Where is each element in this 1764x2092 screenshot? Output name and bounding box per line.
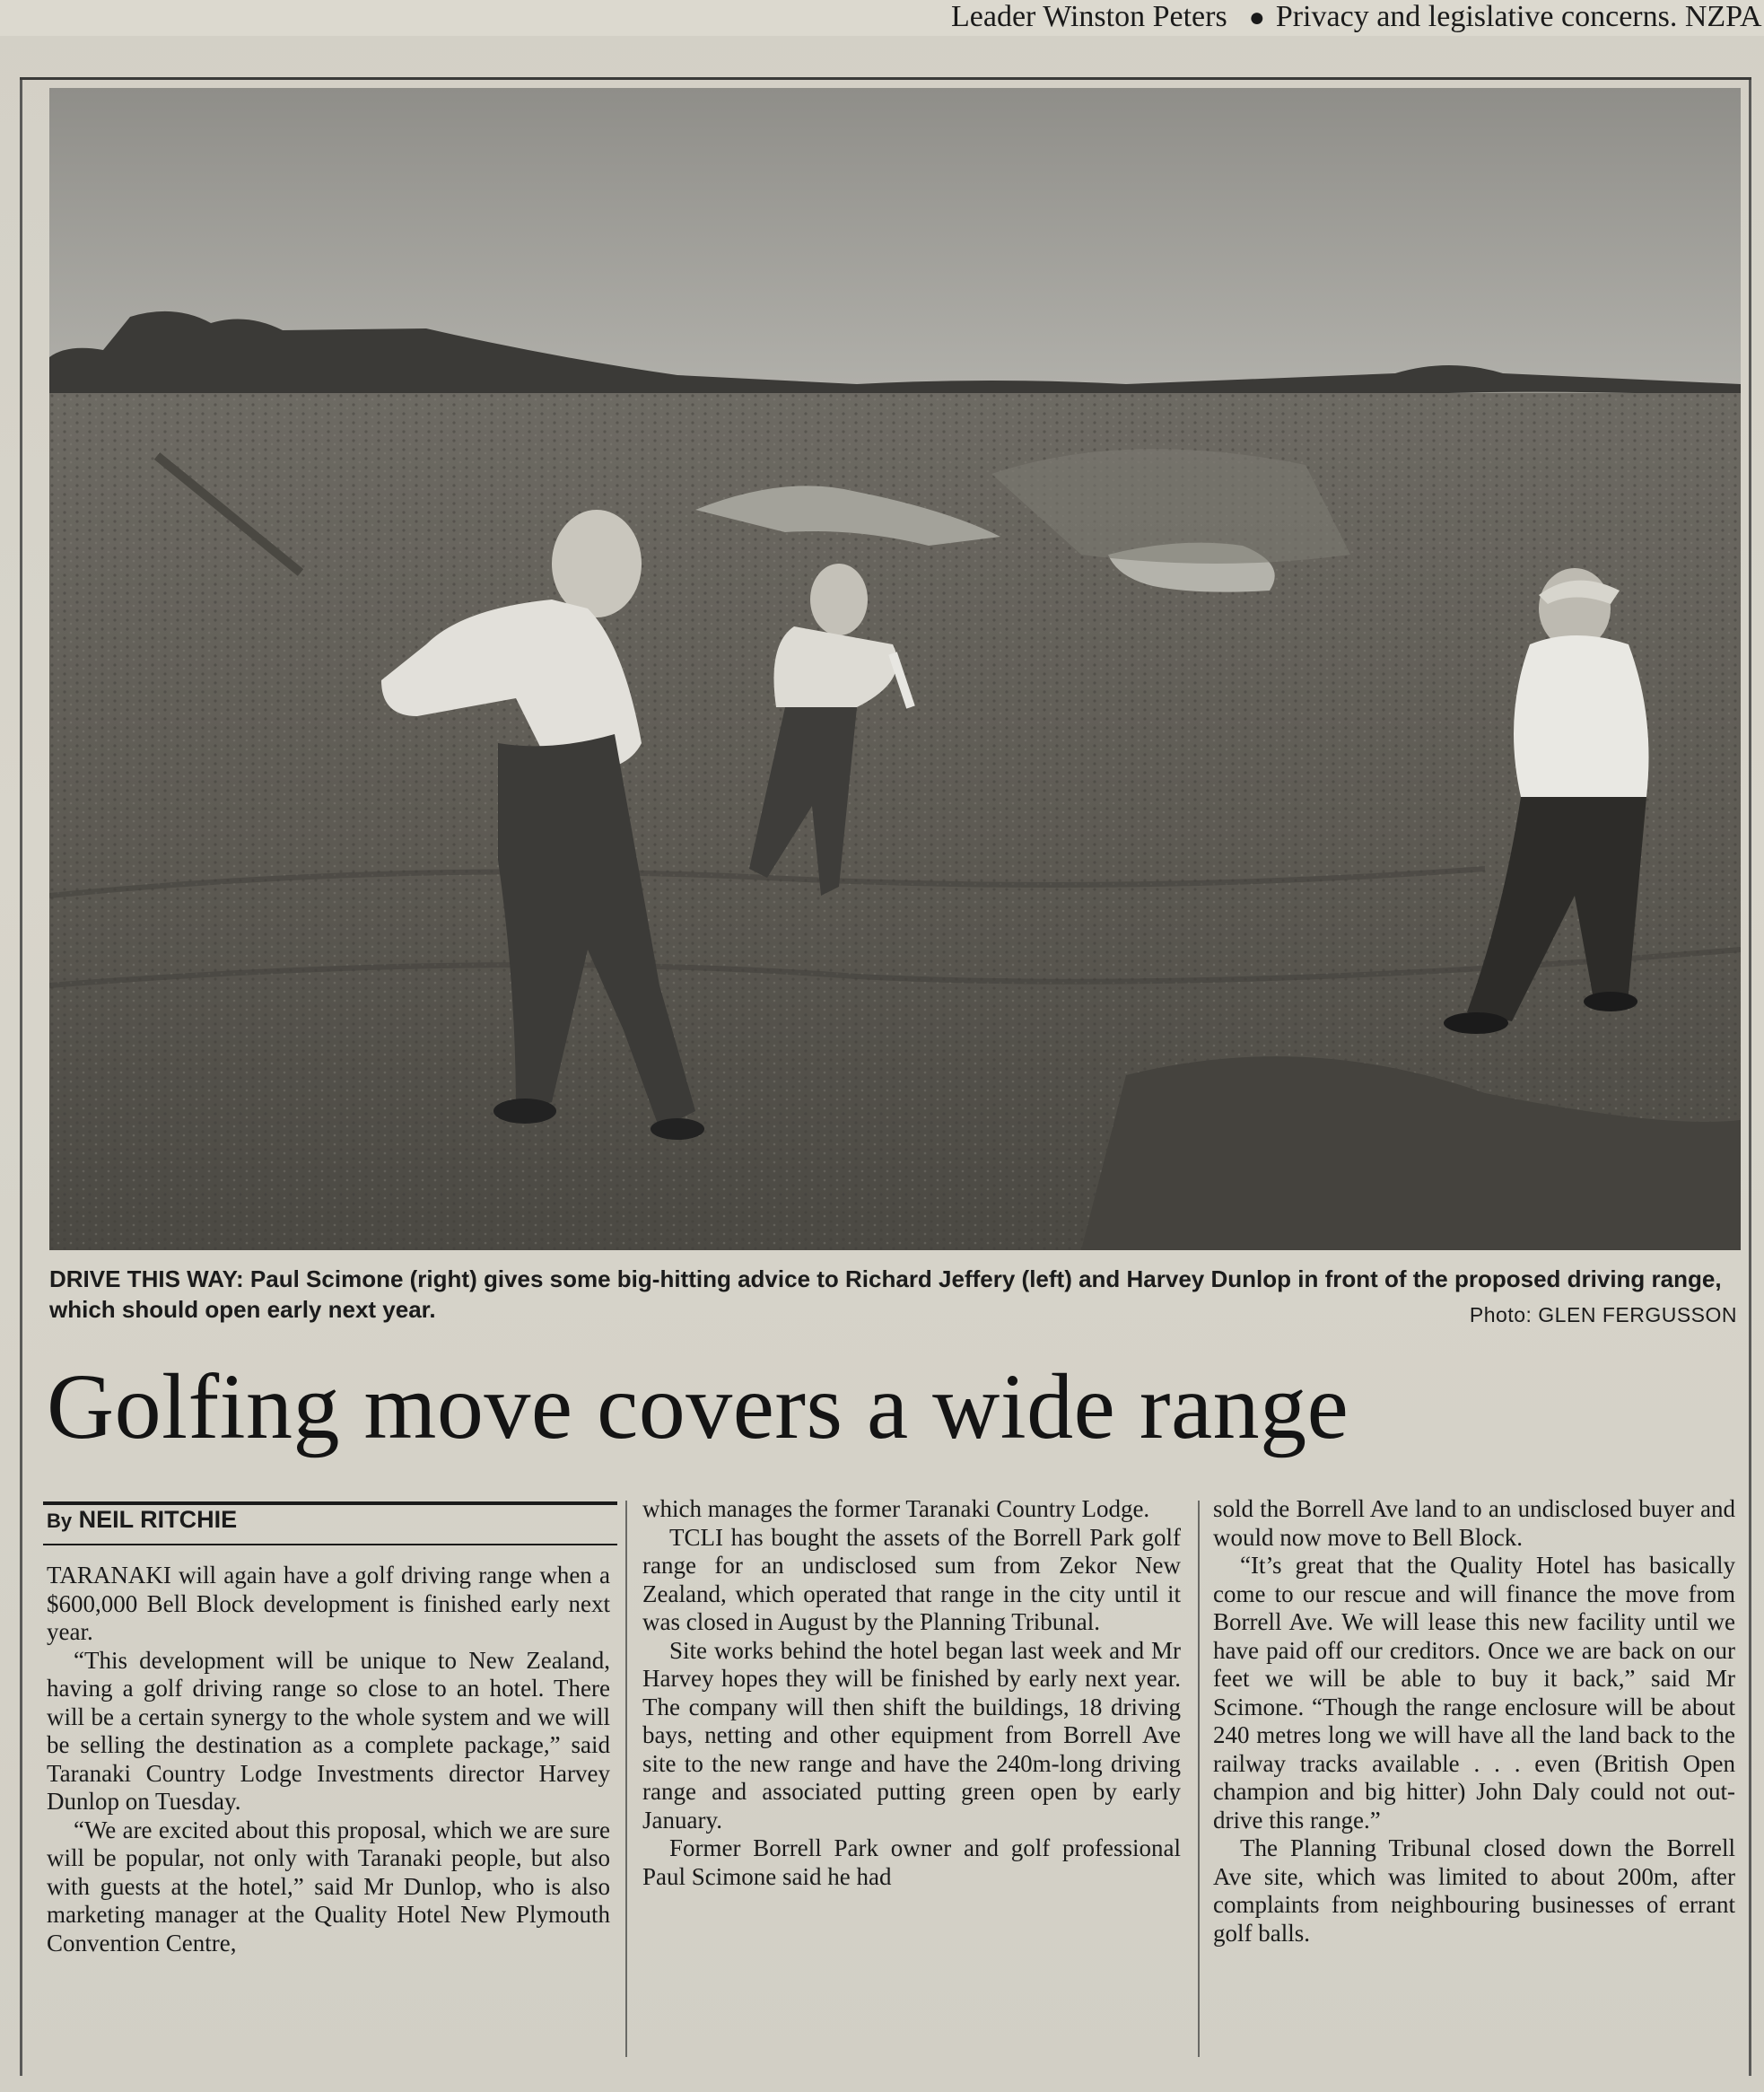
headline: Golfing move covers a wide range — [47, 1355, 1349, 1458]
caption-lead: DRIVE THIS WAY: — [49, 1265, 244, 1292]
column-divider-1 — [625, 1501, 627, 2057]
photo-image-icon — [49, 88, 1741, 1250]
previous-article-right-fragment: Privacy and legislative concerns. NZPA — [1275, 0, 1762, 33]
caption-text: Paul Scimone (right) gives some big-hitting advice to Richard Jeffery (left) and Harvey Dunlop in front of the proposed driving range, which should open early next year. — [49, 1265, 1722, 1323]
byline — [47, 1506, 237, 1534]
byline-by: By — [47, 1510, 73, 1532]
paragraph: Site works behind the hotel began last week and Mr Harvey hopes they will be finished by early next year. The company will then shift the buildings, 18 driving bays, netting and other equipment from Borrell Ave site to the new range and have the 240m-long driving range and associated putting green open by early January. — [642, 1636, 1181, 1834]
column-divider-2 — [1198, 1501, 1200, 2057]
byline-bottom-rule — [43, 1544, 617, 1545]
paragraph: “It’s great that the Quality Hotel has basically come to our rescue and will finance the move from Borrell Ave. We will lease this new facility until we have paid off our creditors. Once we are back on our feet we will be able to buy it back,” said Mr Scimone. “Though the range enclosure will be about 240 metres long we will have all the land back to the railway tracks available . . . even (British Open champion and big hitter) John Daly could not out-drive this range.” — [1213, 1552, 1735, 1834]
paragraph: “We are excited about this proposal, which we are sure will be popular, not only with Taranaki people, but also with guests at the hotel,” said Mr Dunlop, who is also marketing manager at the Quality Hotel New Plymouth Convention Centre, — [47, 1816, 610, 1956]
paragraph: Former Borrell Park owner and golf professional Paul Scimone said he had — [642, 1834, 1181, 1890]
paragraph: TCLI has bought the assets of the Borrell Park golf range for an undisclosed sum from Zekor New Zealand, which operated that range in the city until it was closed in August by the Planning Tribunal. — [642, 1523, 1181, 1635]
paragraph: which manages the former Taranaki Country Lodge. — [642, 1495, 1150, 1522]
paragraph: “This development will be unique to New Zealand, having a golf driving range so close to an hotel. There will be a certain synergy to the whole system and we will be selling the destination as a complete package,” said Taranaki Country Lodge Investments director Harvey Dunlop on Tuesday. — [47, 1646, 610, 1815]
article-column-1 — [47, 1562, 610, 1957]
paragraph: TARANAKI will again have a golf driving range when a $600,000 Bell Block development is finished early next year. — [47, 1562, 610, 1645]
photo-credit: Photo: GLEN FERGUSSON — [1469, 1303, 1737, 1326]
paragraph: The Planning Tribunal closed down the Borrell Ave site, which was limited to about 200m, after complaints from neighbouring businesses of errant golf balls. — [1213, 1834, 1735, 1947]
byline-top-rule — [43, 1501, 617, 1505]
previous-article-text — [951, 0, 1762, 34]
previous-article-left-fragment: Leader Winston Peters — [951, 0, 1227, 33]
bullet-icon: ● — [1248, 3, 1265, 32]
paragraph: sold the Borrell Ave land to an undisclosed buyer and would now move to Bell Block. — [1213, 1495, 1735, 1551]
article-column-2 — [642, 1495, 1181, 1891]
news-photo — [49, 88, 1741, 1250]
article-top-rule — [20, 77, 1751, 80]
article-column-3 — [1213, 1495, 1735, 1948]
byline-author: NEIL RITCHIE — [78, 1506, 238, 1533]
